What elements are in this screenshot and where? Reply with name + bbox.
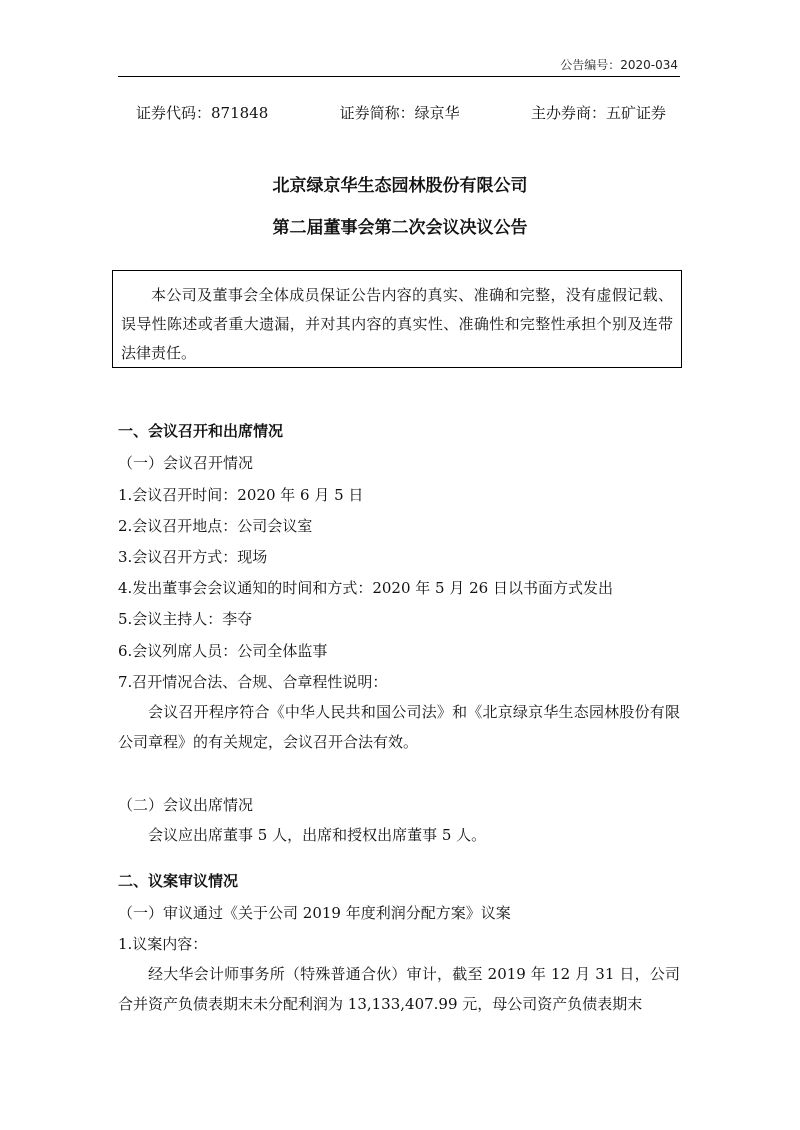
section-1-heading: 一、会议召开和出席情况 [118, 422, 284, 440]
meeting-item: 1.会议召开时间：2020 年 6 月 5 日 [118, 486, 364, 504]
security-code: 证券代码：871848 [136, 104, 269, 122]
legality-paragraph: 会议召开程序符合《中华人民共和国公司法》和《北京绿京华生态园林股份有限公司章程》的有关规定，会议召开合法有效。 [118, 703, 680, 751]
meeting-item: 7.召开情况合法、合规、合章程性说明： [118, 673, 388, 691]
meeting-item: 6.会议列席人员：公司全体监事 [118, 642, 328, 660]
security-short-name: 证券简称：绿京华 [339, 104, 460, 122]
securities-info-row [136, 102, 666, 123]
company-title: 北京绿京华生态园林股份有限公司 [272, 176, 528, 196]
announcement-number: 公告编号：2020-034 [560, 58, 678, 72]
section-2-sub-1: （一）审议通过《关于公司 2019 年度利润分配方案》议案 [118, 904, 511, 922]
section-1-sub-1: （一）会议召开情况 [118, 454, 254, 472]
attendance-paragraph: 会议应出席董事 5 人，出席和授权出席董事 5 人。 [148, 826, 487, 844]
document-title: 第二届董事会第二次会议决议公告 [272, 218, 528, 238]
section-1-sub-2: （二）会议出席情况 [118, 796, 254, 814]
meeting-item: 5.会议主持人：李夺 [118, 610, 253, 628]
meeting-item: 4.发出董事会会议通知的时间和方式：2020 年 5 月 26 日以书面方式发出 [118, 579, 613, 597]
header-divider [118, 76, 680, 77]
responsibility-notice: 本公司及董事会全体成员保证公告内容的真实、准确和完整，没有虚假记载、误导性陈述或者重大遗漏，并对其内容的真实性、准确性和完整性承担个别及连带法律责任。 [112, 270, 682, 368]
proposal-content-label: 1.议案内容： [118, 935, 208, 953]
sponsor-broker: 主办券商：五矿证券 [530, 104, 666, 122]
meeting-item: 3.会议召开方式：现场 [118, 548, 268, 566]
section-2-heading: 二、议案审议情况 [118, 872, 239, 890]
meeting-item: 2.会议召开地点：公司会议室 [118, 517, 313, 535]
proposal-content: 经大华会计师事务所（特殊普通合伙）审计，截至 2019 年 12 月 31 日，公司合并资产负债表期末未分配利润为 13,133,407.99 元，母公司资产负债表期末 [118, 965, 680, 1013]
